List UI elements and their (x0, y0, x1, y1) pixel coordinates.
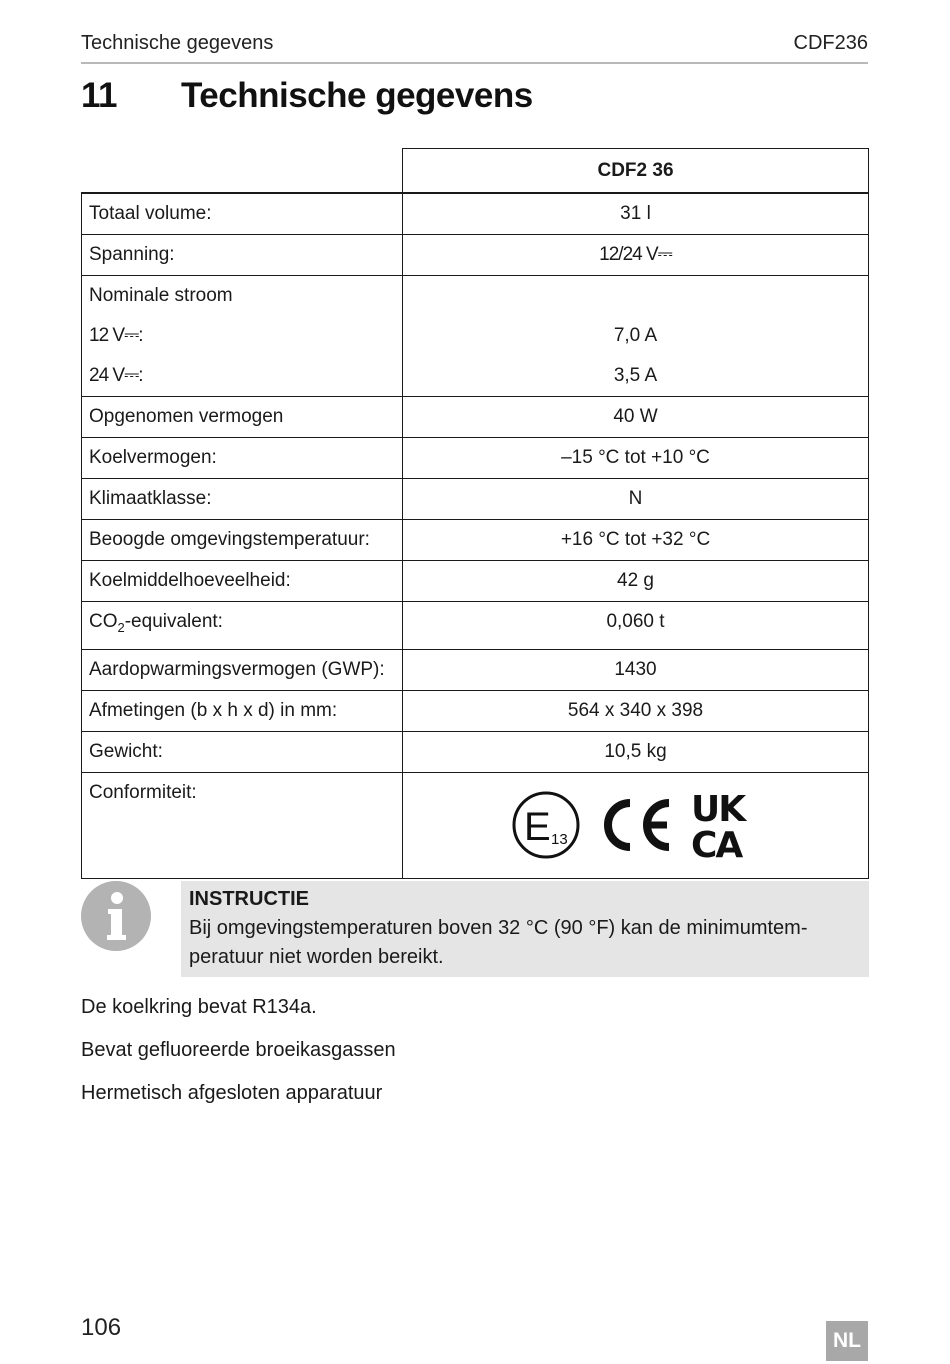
conformity-marks (403, 773, 869, 879)
table-row (82, 561, 869, 602)
row-value-current (403, 276, 869, 397)
table-row (82, 520, 869, 561)
table-row (82, 397, 869, 438)
current-12v-value: 7,0 A (613, 325, 658, 346)
current-24v-label: 24 V⎓: (89, 365, 143, 386)
row-label: Conformiteit: (82, 773, 403, 879)
current-12v-label: 12 V⎓: (89, 325, 143, 346)
table-column-header: CDF2 36 (403, 149, 869, 194)
e13-mark-icon (511, 790, 581, 860)
header-model: CDF236 (793, 32, 868, 54)
row-label: Klimaatklasse: (82, 479, 403, 520)
row-label: Totaal volume: (82, 193, 403, 235)
table-row (82, 650, 869, 691)
note-text-line-2: peratuur niet worden bereikt. (189, 946, 444, 968)
svg-text:13: 13 (550, 831, 568, 848)
svg-text:UK: UK (690, 790, 744, 830)
row-label: Koelmiddelhoeveelheid: (82, 561, 403, 602)
paragraph-greenhouse-gases: Bevat gefluoreerde broeikasgassen (81, 1039, 396, 1061)
table-header-row (82, 149, 869, 194)
row-label: Aardopwarmingsvermogen (GWP): (82, 650, 403, 691)
row-value: 564 x 340 x 398 (403, 691, 869, 732)
page-number: 106 (81, 1314, 122, 1341)
svg-text:CA: CA (690, 825, 741, 860)
row-value: 42 g (403, 561, 869, 602)
row-label: Gewicht: (82, 732, 403, 773)
header-section-title: Technische gegevens (81, 32, 274, 54)
table-row (82, 479, 869, 520)
table-row (82, 732, 869, 773)
table-header-blank (82, 149, 403, 194)
info-icon (81, 881, 151, 951)
row-value: 31 l (403, 193, 869, 235)
table-row (82, 691, 869, 732)
row-value: N (403, 479, 869, 520)
table-row (82, 193, 869, 235)
note-text-line-1: Bij omgevingstemperaturen boven 32 °C (90 °F) kan de minimumtem- (189, 917, 808, 939)
row-label-current (82, 276, 403, 397)
current-title: Nominale stroom (89, 285, 233, 306)
table-row (82, 235, 869, 276)
row-label: Spanning: (82, 235, 403, 276)
table-row-conformity (82, 773, 869, 879)
paragraph-hermetic: Hermetisch afgesloten apparatuur (81, 1082, 383, 1104)
language-badge: NL (826, 1321, 868, 1361)
row-label: Koelvermogen: (82, 438, 403, 479)
svg-text:E: E (523, 805, 551, 849)
table-row-current (82, 276, 869, 397)
row-value: 40 W (403, 397, 869, 438)
row-value: 0,060 t (403, 602, 869, 650)
ukca-mark-icon (691, 790, 761, 860)
row-label: Opgenomen vermogen (82, 397, 403, 438)
table-row (82, 602, 869, 650)
chapter-number: 11 (81, 76, 117, 115)
paragraph-refrigerant: De koelkring bevat R134a. (81, 996, 317, 1018)
specs-table (81, 148, 869, 879)
ce-mark-icon (599, 795, 673, 855)
table-row (82, 438, 869, 479)
current-24v-value: 3,5 A (613, 365, 658, 386)
row-value: 10,5 kg (403, 732, 869, 773)
row-value: +16 °C tot +32 °C (403, 520, 869, 561)
row-label: Afmetingen (b x h x d) in mm: (82, 691, 403, 732)
row-label-co2: $CO_2$-equivalent: (82, 602, 403, 650)
note-heading: INSTRUCTIE (189, 888, 309, 910)
row-value: –15 °C tot +10 °C (403, 438, 869, 479)
row-value: 1430 (403, 650, 869, 691)
chapter-title: Technische gegevens (181, 76, 533, 115)
instruction-note (181, 881, 869, 977)
running-header (81, 30, 868, 64)
row-label: Beoogde omgevingstemperatuur: (82, 520, 403, 561)
row-value: 12/24 V⎓ (403, 235, 869, 276)
